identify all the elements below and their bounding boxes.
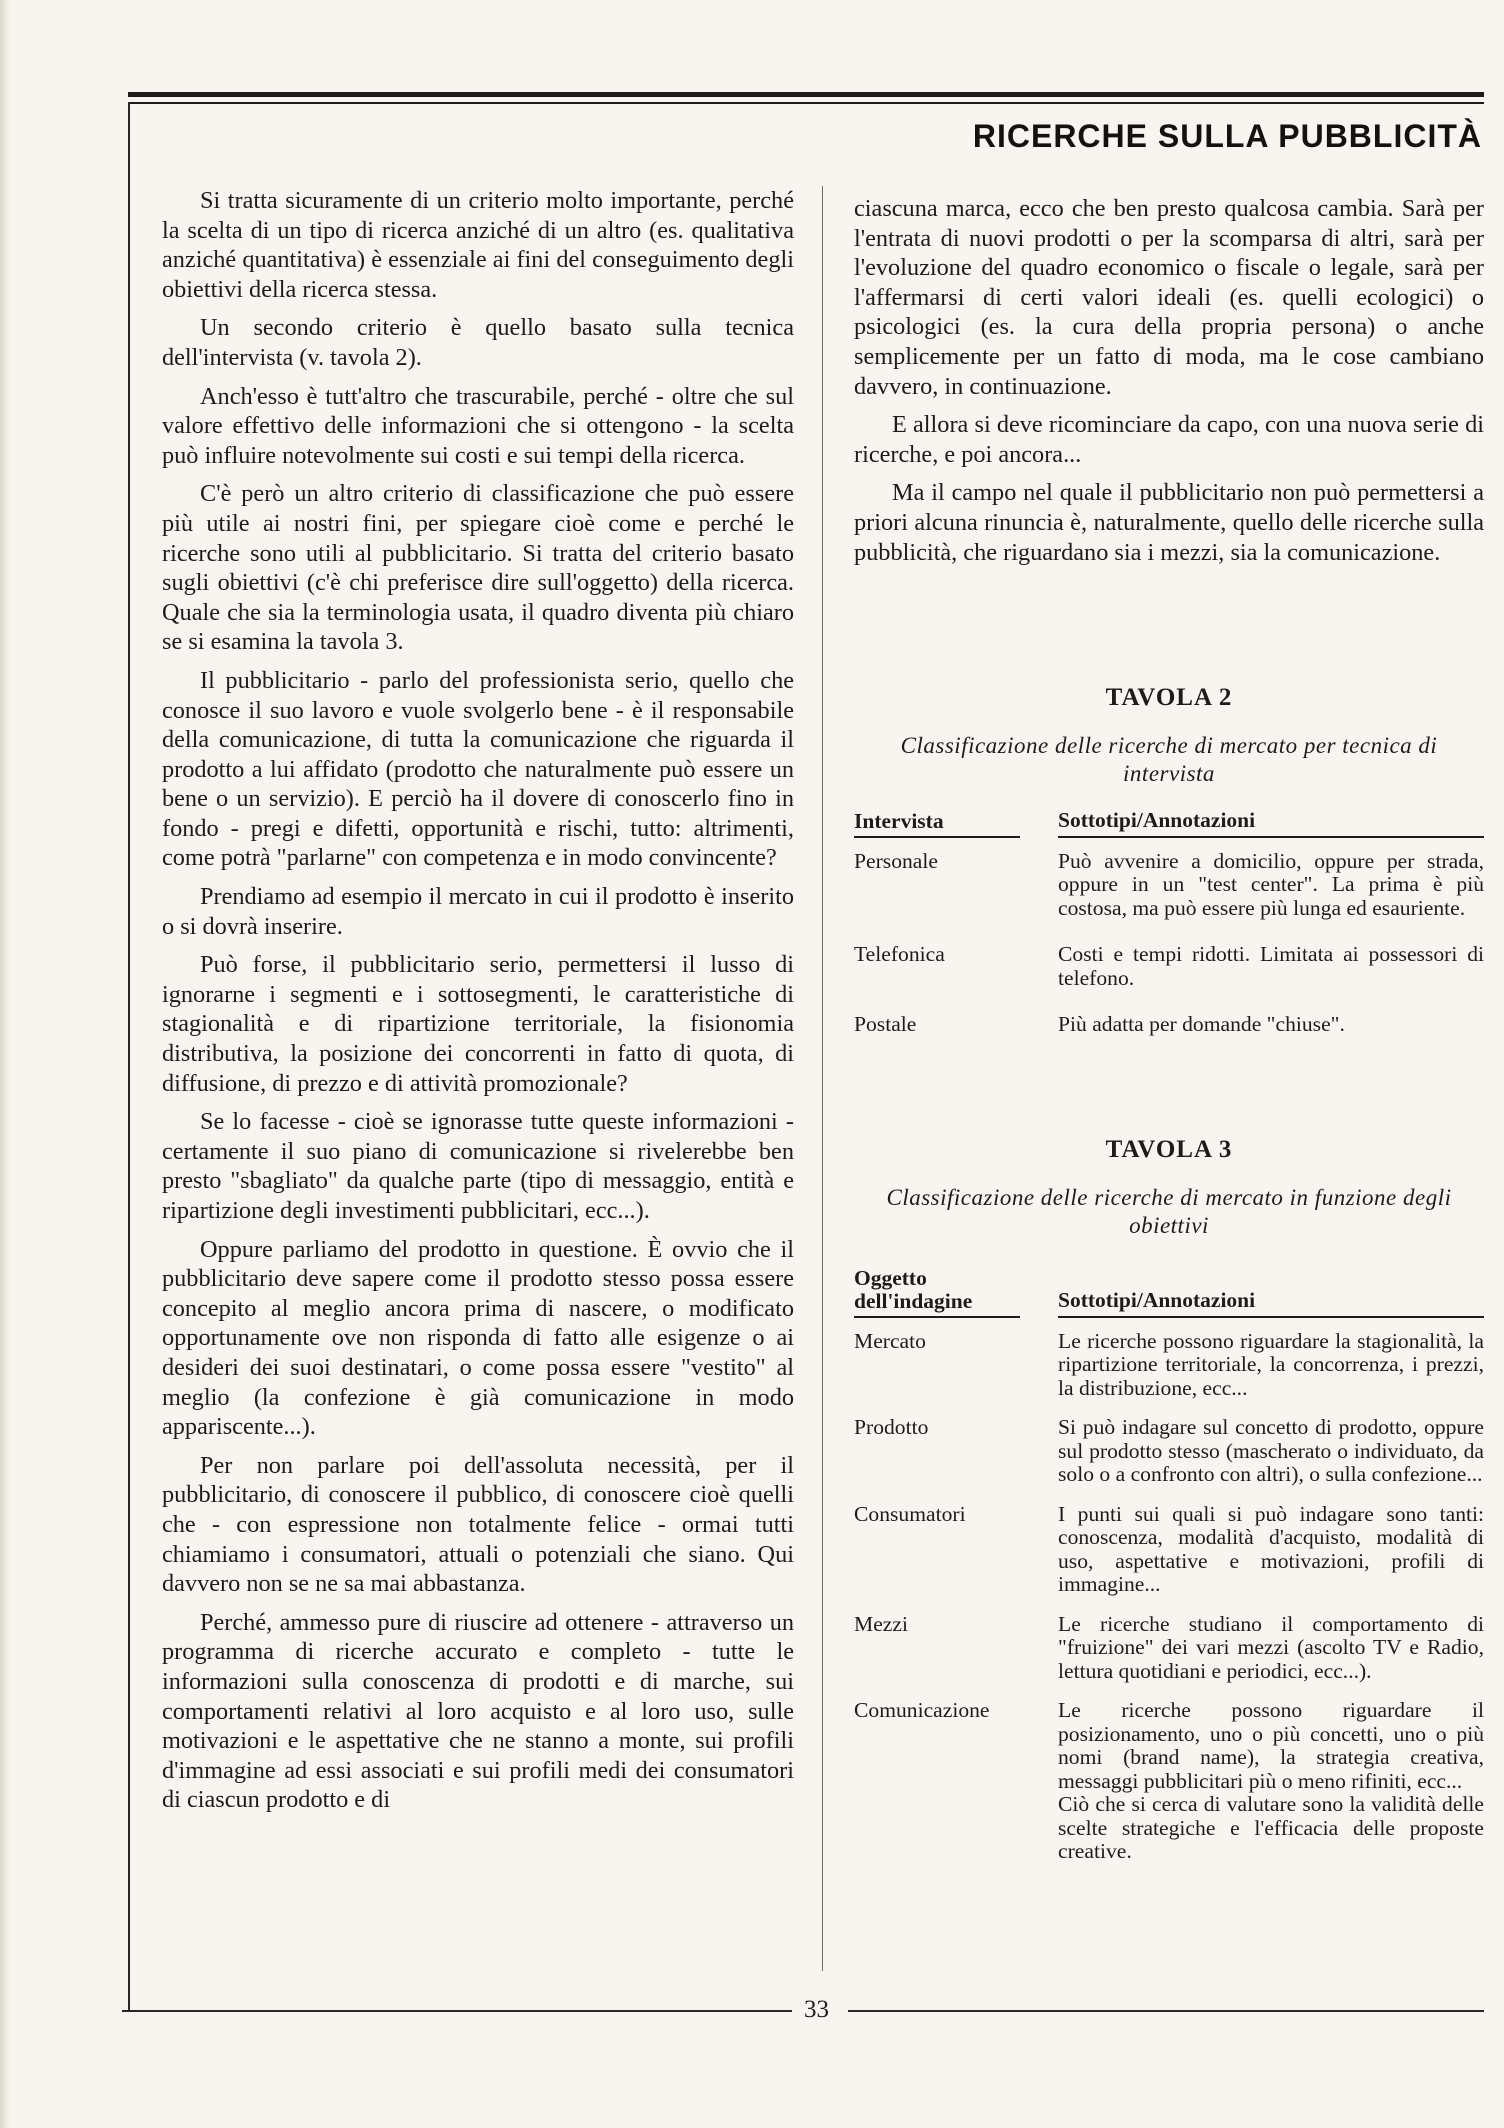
page-edge — [0, 0, 10, 2128]
table-row — [854, 943, 1484, 990]
paragraph: Perché, ammesso pure di riuscire ad ottenere - attraverso un programma di ricerche accurato e completo - tutte le informazioni sulla conoscenza di prodotti e di marche, sui comportamenti relativi al loro acquisto e al loro uso, sulle motivazioni e le aspettative che ne stanno a monte, sui profili d'immagine ad essi associati e sui profili medi dei consumatori di ciascun prodotto e di — [162, 1608, 794, 1814]
table-subtitle: Classificazione delle ricerche di mercato per tecnica di intervista — [900, 732, 1438, 786]
row-text-note: Ciò che si cerca di valutare sono la validità delle scelte strategiche e l'efficacia delle proposte creative. — [1058, 1792, 1484, 1863]
column-header: Sottotipi/Annotazioni — [1058, 809, 1484, 838]
table-title: TAVOLA 3 — [1105, 1136, 1233, 1163]
column-header: Intervista — [854, 810, 1020, 838]
paragraph: Ma il campo nel quale il pubblicitario non può permettersi a priori alcuna rinuncia è, naturalmente, quello delle ricerche sulla pubblicità, che riguardano sia i mezzi, sia la comunicazione. — [854, 479, 1484, 566]
paragraph: Un secondo criterio è quello basato sulla tecnica dell'intervista (v. tavola 2). — [162, 314, 794, 371]
frame-left-rule — [128, 102, 130, 2012]
row-label: Personale — [854, 848, 938, 873]
paragraph: Prendiamo ad esempio il mercato in cui il prodotto è inserito o si dovrà inserire. — [162, 883, 794, 940]
paragraph: C'è però un altro criterio di classificazione che può essere più utile ai nostri fini, per spiegare cioè come e perché le ricerche sono utili al pubblicitario. Si tratta del criterio basato sugli obiettivi (c'è chi preferisce dire sull'oggetto) della ricerca. Quale che sia la terminologia usata, il quadro diventa più chiaro se si esamina la tavola 3. — [162, 480, 794, 656]
footer-rule — [848, 2010, 1484, 2012]
row-label: Postale — [854, 1012, 917, 1036]
row-text: Costi e tempi ridotti. Limitata ai possessori di telefono. — [1058, 942, 1484, 990]
table-row — [854, 1699, 1484, 1864]
column-header: Oggetto dell'indagine — [854, 1267, 1020, 1318]
row-text: I punti sui quali si può indagare sono tanti: conoscenza, modalità d'acquisto, modalità di uso, aspettative e motivazioni, profili di immagine... — [1058, 1501, 1484, 1596]
row-label: Consumatori — [854, 1501, 966, 1526]
table-row — [854, 1416, 1484, 1487]
footer-rule — [122, 2010, 792, 2012]
table-row — [854, 1503, 1484, 1597]
paragraph: Anch'esso è tutt'altro che trascurabile, perché - oltre che sul valore effettivo delle informazioni che si ottengono - la scelta può influire notevolmente sui costi e sui tempi della ricerca. — [162, 382, 794, 469]
paragraph: Il pubblicitario - parlo del professionista serio, quello che conosce il suo lavoro e vuole svolgerlo bene - è il responsabile della comunicazione, di tutta la comunicazione che riguarda il prodotto a lui affidato (prodotto che naturalmente può essere un bene o un servizio). E perciò ha il dovere di conoscerlo fino in fondo - pregi e difetti, opportunità e rischi, tutto: altrimenti, come potrà "parlarne" con competenza e in modo convincente? — [162, 666, 794, 872]
tavola-3 — [854, 1138, 1484, 1864]
paragraph: Oppure parliamo del prodotto in questione. È ovvio che il pubblicitario deve sapere come il prodotto stesso possa essere concepito al meglio ancora prima di nascere, o modificato opportunamente ove non risponda di fatto alle esigenze o ai desideri dei suoi destinatari, o come possa essere "vestito" al meglio (la confezione è già comunicazione in modo appariscente...). — [162, 1235, 794, 1441]
row-text: Può avvenire a domicilio, oppure per strada, oppure in un "test center". La prima è più costosa, ma può essere più lunga ed esauriente. — [1058, 848, 1484, 920]
row-label: Mezzi — [854, 1611, 908, 1636]
paragraph: Per non parlare poi dell'assoluta necessità, per il pubblicitario, di conoscere il pubblico, di conoscere cioè quelli che - con espressione non totalmente felice - ormai tutti chiamiamo i consumatori, attuali o potenziali che siano. Qui davvero non se ne sa mai abbastanza. — [162, 1451, 794, 1598]
row-text: Più adatta per domande "chiuse". — [1058, 1012, 1345, 1036]
table-subtitle: Classificazione delle ricerche di mercato in funzione degli obiettivi — [886, 1184, 1452, 1238]
column-header: Sottotipi/Annotazioni — [1058, 1289, 1484, 1318]
running-header: RICERCHE SULLA PUBBLICITÀ — [972, 118, 1482, 154]
table-row — [854, 850, 1484, 921]
table-header — [854, 810, 1484, 840]
table-title: TAVOLA 2 — [1105, 684, 1233, 711]
row-label: Prodotto — [854, 1415, 929, 1439]
tavola-2 — [854, 686, 1484, 1037]
left-column — [162, 186, 794, 1815]
row-text: Le ricerche studiano il comportamento di "fruizione" dei vari mezzi (ascolto TV e Radio, lettura quotidiani e periodici, ecc...). — [1058, 1611, 1484, 1683]
row-text: Si può indagare sul concetto di prodotto, oppure sul prodotto stesso (mascherato o individuato, da solo o a confronto con altri), o sulla confezione... — [1058, 1415, 1484, 1486]
paragraph: Si tratta sicuramente di un criterio molto importante, perché la scelta di un tipo di ricerca anziché di un altro (es. qualitativa anziché quantitativa) è essenziale ai fini del conseguimento degli obiettivi della ricerca stessa. — [162, 187, 794, 303]
row-text: Le ricerche possono riguardare il posizionamento, uno o più concetti, uno o più nomi (brand name), la strategia creativa, messaggi pubblicitari più o meno rifiniti, ecc... — [1058, 1698, 1484, 1793]
paragraph: E allora si deve ricominciare da capo, con una nuova serie di ricerche, e poi ancora... — [854, 411, 1484, 468]
table-row — [854, 1330, 1484, 1401]
paragraph: Se lo facesse - cioè se ignorasse tutte queste informazioni - certamente il suo piano di comunicazione si rivelerebbe ben presto "sbagliato" da qualche parte (tipo di messaggio, entità e ripartizione degli investimenti pubblicitari, ecc...). — [162, 1108, 794, 1224]
column-divider — [822, 186, 823, 1971]
table-header — [854, 1264, 1484, 1320]
paragraph: Può forse, il pubblicitario serio, permettersi il lusso di ignorarne i segmenti e i sottosegmenti, le caratteristiche di stagionalità e di ripartizione territoriale, la fisionomia distributiva, la posizione dei concorrenti in fatto di quota, di diffusione, di prezzo e di attività promozionale? — [162, 951, 794, 1097]
paragraph: ciascuna marca, ecco che ben presto qualcosa cambia. Sarà per l'entrata di nuovi prodotti o per la scomparsa di altri, sarà per l'evoluzione del quadro economico o fiscale o legale, sarà per l'affermarsi di certi valori ideali (es. quelli ecologici) o psicologici (es. la cura della propria persona) o anche semplicemente per un fatto di moda, ma le cose cambiano davvero, in continuazione. — [854, 195, 1484, 400]
row-label: Mercato — [854, 1328, 926, 1353]
table-row — [854, 1013, 1484, 1037]
header-rule — [128, 92, 1484, 97]
right-column — [854, 194, 1484, 576]
header-rule-thin — [128, 102, 1484, 104]
row-label: Comunicazione — [854, 1698, 990, 1722]
page-number: 33 — [804, 1996, 829, 2023]
row-text: Le ricerche possono riguardare la stagionalità, la ripartizione territoriale, la concorrenza, i prezzi, la distribuzione, ecc... — [1058, 1328, 1484, 1400]
table-row — [854, 1613, 1484, 1684]
row-label: Telefonica — [854, 942, 945, 966]
